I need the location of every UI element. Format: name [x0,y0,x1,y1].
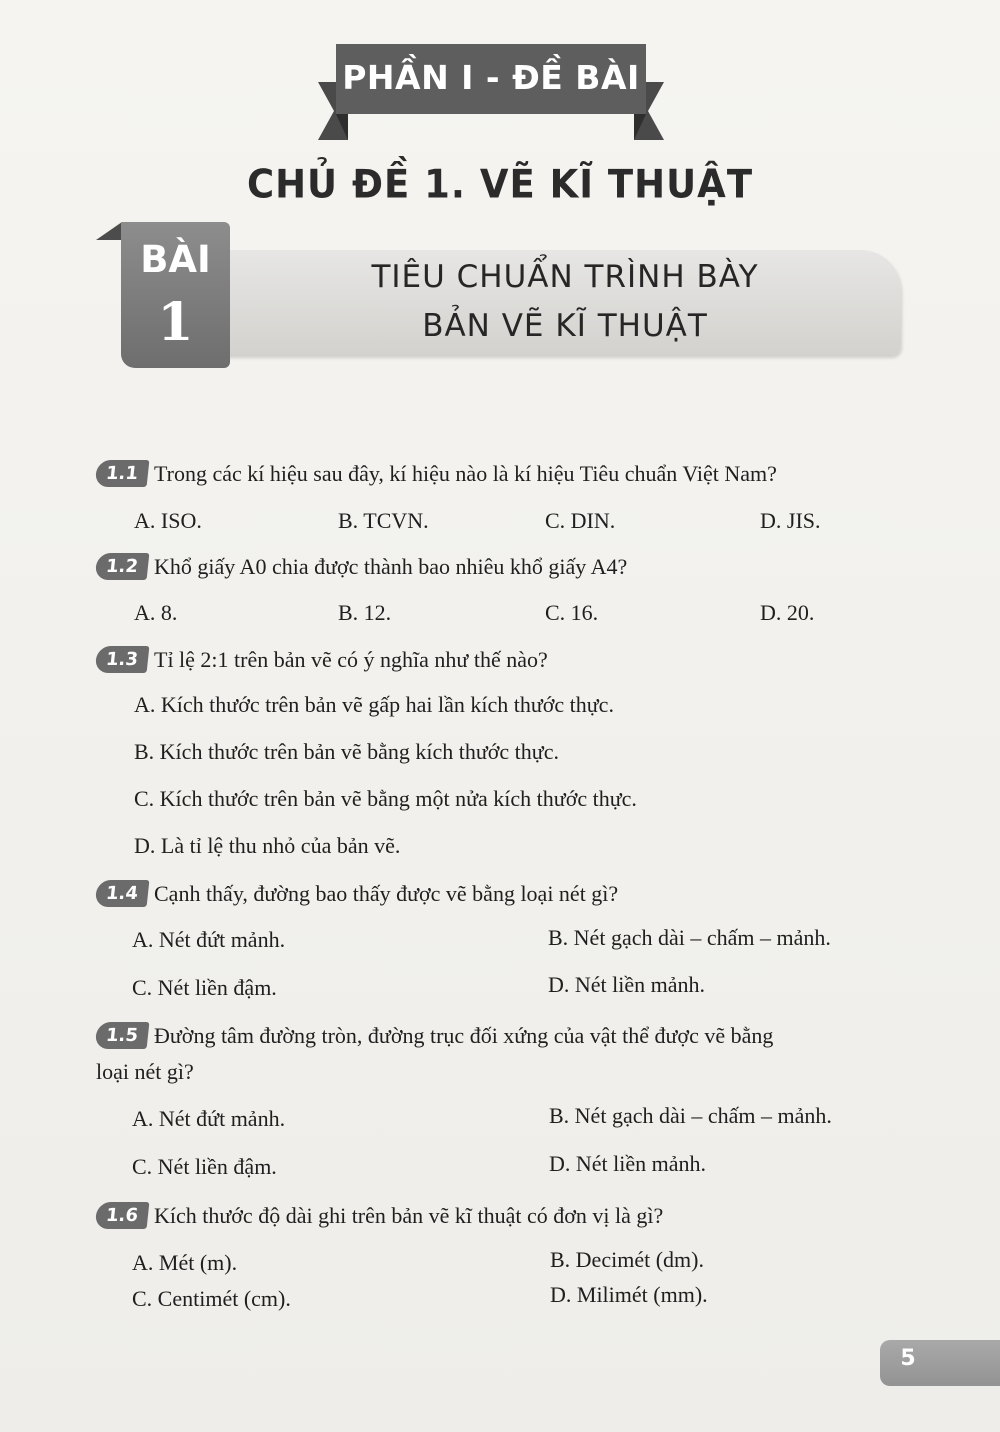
option-b: B. TCVN. [338,508,429,533]
question-1-4 [96,876,916,912]
option-d: D. JIS. [760,508,821,533]
option-d: D. Là tỉ lệ thu nhỏ của bản vẽ. [134,833,401,858]
question-text: Tỉ lệ 2:1 trên bản vẽ có ý nghĩa như thế nào? [154,647,548,672]
question-badge: 1.6 [95,1202,150,1229]
option-b: B. Kích thước trên bản vẽ bằng kích thước thực. [134,739,559,764]
topic-title: CHỦ ĐỀ 1. VẼ KĨ THUẬT [246,161,754,208]
question-1-5 [96,1018,916,1090]
question-text: Khổ giấy A0 chia được thành bao nhiêu khổ giấy A4? [154,554,628,579]
question-text: Trong các kí hiệu sau đây, kí hiệu nào là kí hiệu Tiêu chuẩn Việt Nam? [154,461,777,486]
question-text-line2: loại nét gì? [96,1059,194,1084]
question-badge: 1.3 [95,646,150,673]
option-a: A. Kích thước trên bản vẽ gấp hai lần kích thước thực. [134,692,614,717]
option-b: B. 12. [338,600,392,625]
option-b: B. Decimét (dm). [550,1247,704,1272]
question-badge: 1.2 [95,553,150,580]
lesson-title [230,253,900,351]
page-number: 5 [900,1346,916,1371]
lesson-tab-fold [96,222,122,240]
question-text-line1: Đường tâm đường tròn, đường trục đối xứng của vật thể được vẽ bằng [154,1023,774,1048]
option-c: C. Nét liền đậm. [132,975,277,1000]
option-c: C. 16. [545,600,599,625]
option-c: C. Centimét (cm). [132,1286,291,1311]
option-a: A. ISO. [134,508,202,533]
option-d: D. Milimét (mm). [550,1282,708,1307]
lesson-word: BÀI [140,238,211,281]
option-b: B. Nét gạch dài – chấm – mảnh. [548,925,831,950]
part-banner [318,44,664,148]
option-d: D. 20. [760,600,815,625]
question-text: Kích thước độ dài ghi trên bản vẽ kĩ thuật có đơn vị là gì? [154,1203,664,1228]
option-c: C. Nét liền đậm. [132,1154,277,1179]
question-badge: 1.4 [95,880,150,907]
option-a: A. 8. [134,600,178,625]
question-1-2 [96,549,916,585]
question-text: Cạnh thấy, đường bao thấy được vẽ bằng loại nét gì? [154,881,619,906]
option-b: B. Nét gạch dài – chấm – mảnh. [549,1103,832,1128]
option-d: D. Nét liền mảnh. [548,972,706,997]
option-d: D. Nét liền mảnh. [549,1151,707,1176]
lesson-number: 1 [157,292,194,353]
option-a: A. Nét đứt mảnh. [132,927,286,952]
question-badge: 1.1 [95,460,150,487]
part-banner-text: PHẦN I - ĐỀ BÀI [342,58,640,97]
question-badge: 1.5 [95,1022,150,1049]
lesson-title-line2: BẢN VẼ KĨ THUẬT [422,308,708,344]
option-a: A. Mét (m). [132,1250,238,1275]
option-c: C. DIN. [545,508,616,533]
question-1-1 [96,456,916,492]
question-1-3 [96,642,916,678]
lesson-title-line1: TIÊU CHUẨN TRÌNH BÀY [371,259,759,295]
question-1-6 [96,1198,916,1234]
option-c: C. Kích thước trên bản vẽ bằng một nửa kích thước thực. [134,786,637,811]
option-a: A. Nét đứt mảnh. [132,1106,286,1131]
